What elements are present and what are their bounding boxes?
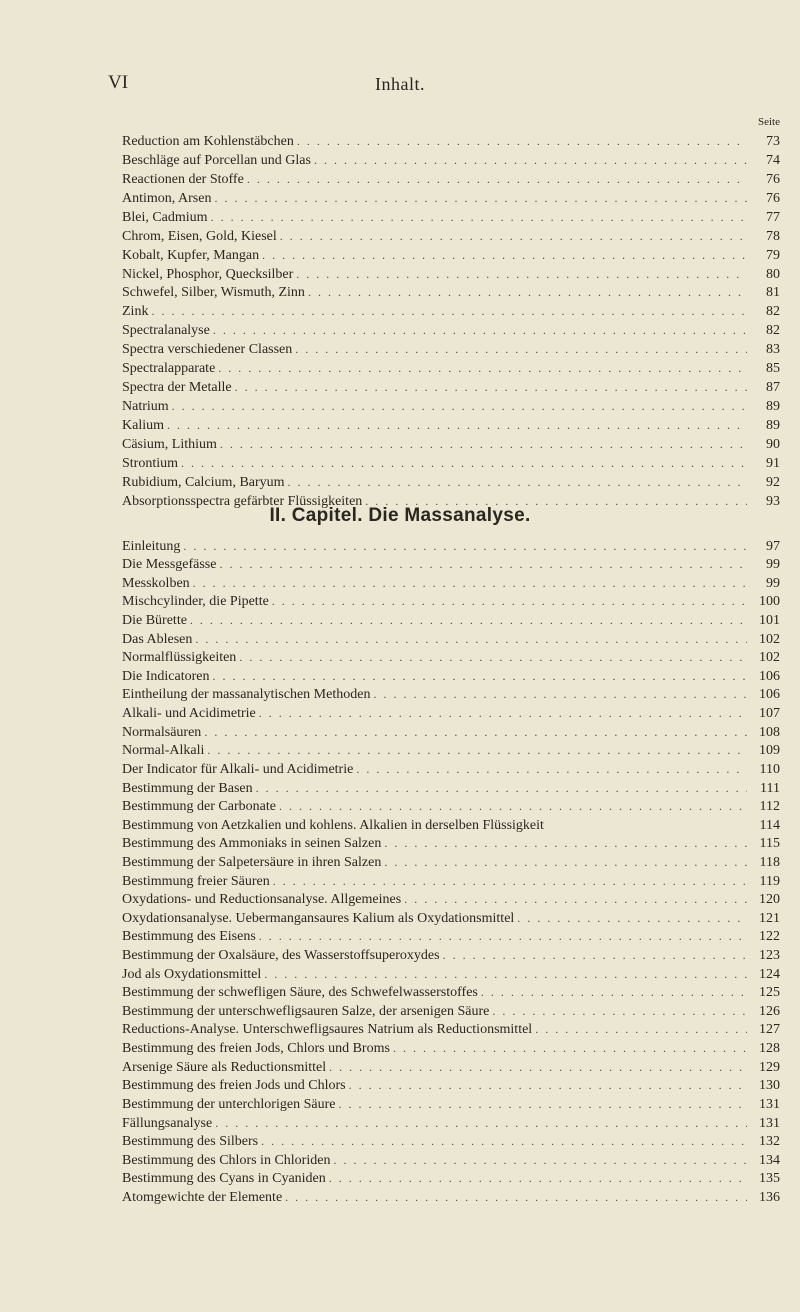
toc-entry [122,1000,780,1019]
toc-entry-title: Bestimmung der Oxalsäure, des Wasserstoffsuperoxydes [122,948,440,964]
toc-entry-page: 109 [759,743,780,759]
toc-entry-title: Mischcylinder, die Pipette [122,594,269,610]
toc-entry-page: 111 [760,780,780,796]
toc-entry [122,777,780,796]
toc-entry-title: Die Indicatoren [122,668,210,684]
toc-entry-title: Eintheilung der massanalytischen Methoden [122,687,371,703]
toc-entry-title: Reduction am Kohlenstäbchen [122,133,294,149]
toc-entry-title: Bestimmung des Ammoniaks in seinen Salzen [122,836,382,852]
toc-entry-title: Bestimmung von Aetzkalien und kohlens. Alkalien in derselben Flüssigkeit [122,817,544,833]
dot-leader [279,799,747,814]
toc-entry [122,471,780,490]
dot-leader [235,380,747,395]
toc-entry-title: Spectralanalyse [122,323,210,339]
toc-entry-page: 107 [759,706,780,722]
dot-leader [329,1060,747,1075]
toc-entry-title: Spectra verschiedener Classen [122,342,293,358]
toc-entry [122,944,780,963]
dot-leader [333,1153,747,1168]
toc-entry-title: Reactionen der Stoffe [122,171,244,187]
toc-entry-page: 90 [766,436,780,452]
toc-entry-page: 83 [766,342,780,358]
toc-entry-page: 110 [759,761,780,777]
toc-entry [122,1168,780,1187]
dot-leader [190,613,747,628]
toc-entry-page: 124 [759,966,780,982]
toc-entry-page: 106 [759,668,780,684]
dot-leader [218,361,747,376]
toc-entry-page: 102 [759,650,780,666]
dot-leader [308,285,747,300]
toc-entry-page: 101 [759,613,780,629]
toc-entry [122,282,780,301]
toc-entry-page: 135 [759,1171,780,1187]
toc-entry-page: 78 [766,228,780,244]
toc-entry-page: 112 [759,799,780,815]
toc-entry-title: Beschläge auf Porcellan und Glas [122,152,311,168]
toc-section-1 [122,130,780,509]
running-title: Inhalt. [375,74,425,94]
dot-leader [295,342,747,357]
toc-entry [122,907,780,926]
toc-entry [122,702,780,721]
toc-entry [122,554,780,573]
dot-leader [183,539,747,554]
toc-entry [122,684,780,703]
toc-entry [122,1075,780,1094]
toc-section-2 [122,535,780,1205]
toc-entry-title: Das Ablesen [122,631,193,647]
toc-entry-page: 91 [766,455,780,471]
toc-entry-page: 80 [766,266,780,282]
toc-entry-page: 118 [759,854,780,870]
toc-entry [122,963,780,982]
toc-entry-page: 73 [766,133,780,149]
dot-leader [239,650,747,665]
toc-entry [122,591,780,610]
toc-entry-title: Bestimmung der Basen [122,780,253,796]
dot-leader [280,229,747,244]
toc-entry [122,870,780,889]
toc-entry-title: Normal-Alkali [122,743,205,759]
dot-leader [262,248,747,263]
dot-leader [404,892,747,907]
dot-leader [373,687,747,702]
toc-entry-title: Cäsium, Lithium [122,436,217,452]
toc-entry-title: Absorptionsspectra gefärbter Flüssigkeiten [122,493,363,509]
toc-entry [122,376,780,395]
dot-leader [393,1041,747,1056]
toc-entry [122,665,780,684]
dot-leader [349,1078,747,1093]
toc-entry-page: 99 [766,575,780,591]
toc-entry-page: 125 [759,985,780,1001]
toc-entry-title: Die Bürette [122,613,187,629]
toc-entry [122,244,780,263]
toc-entry-title: Bestimmung der Salpetersäure in ihren Salzen [122,854,382,870]
toc-entry [122,889,780,908]
toc-entry-page: 132 [759,1134,780,1150]
toc-entry [122,206,780,225]
toc-entry-page: 102 [759,631,780,647]
toc-entry-title: Rubidium, Calcium, Baryum [122,474,285,490]
dot-leader [261,1134,747,1149]
toc-entry-title: Bestimmung der Carbonate [122,799,276,815]
dot-leader [213,323,747,338]
toc-entry [122,1037,780,1056]
toc-entry [122,796,780,815]
dot-leader [172,399,747,414]
toc-entry [122,628,780,647]
dot-leader [151,304,747,319]
dot-leader [214,191,747,206]
toc-entry [122,982,780,1001]
toc-entry [122,740,780,759]
toc-entry-page: 136 [759,1189,780,1205]
toc-entry [122,149,780,168]
toc-entry-page: 92 [766,474,780,490]
dot-leader [247,172,747,187]
toc-entry-title: Zink [122,304,149,320]
toc-entry-title: Die Messgefässe [122,557,217,573]
toc-entry-page: 115 [759,836,780,852]
page-header [80,72,720,102]
toc-entry [122,263,780,282]
toc-entry-page: 121 [759,910,780,926]
toc-entry-title: Nickel, Phosphor, Quecksilber [122,266,294,282]
toc-entry-title: Bestimmung des Silbers [122,1134,259,1150]
toc-entry [122,833,780,852]
toc-entry-title: Normalflüssigkeiten [122,650,237,666]
toc-entry [122,609,780,628]
dot-leader [492,1004,747,1019]
toc-entry-title: Antimon, Arsen [122,190,212,206]
toc-entry-title: Oxydationsanalyse. Uebermangansaures Kalium als Oxydationsmittel [122,910,515,926]
toc-entry-page: 89 [766,418,780,433]
toc-entry-page: 76 [766,190,780,206]
toc-entry-title: Spectra der Metalle [122,380,232,396]
toc-entry-page: 119 [759,873,780,889]
toc-entry [122,647,780,666]
dot-leader [288,475,747,490]
toc-entry [122,1093,780,1112]
toc-entry-title: Kalium [122,418,164,433]
toc-entry-page: 100 [759,594,780,610]
toc-entry-title: Reductions-Analyse. Unterschwefligsaures Natrium als Reductionsmittel [122,1022,533,1038]
toc-entry-page: 122 [759,929,780,945]
dot-leader [314,153,747,168]
dot-leader [517,911,747,926]
dot-leader [285,1190,747,1205]
toc-entry-page: 81 [766,285,780,301]
dot-leader [384,855,747,870]
toc-entry-title: Fällungsanalyse [122,1115,213,1131]
toc-entry [122,319,780,338]
toc-entry [122,168,780,187]
toc-entry-title: Bestimmung des Cyans in Cyaniden [122,1171,326,1187]
toc-entry-title: Arsenige Säure als Reductionsmittel [122,1059,327,1075]
page-number: VI [108,72,129,93]
toc-entry-page: 99 [766,557,780,573]
toc-entry-title: Der Indicator für Alkali- und Acidimetrie [122,761,354,777]
dot-leader [259,929,747,944]
dot-leader [219,557,747,572]
dot-leader [338,1097,747,1112]
toc-entry [122,572,780,591]
toc-entry [122,1019,780,1038]
dot-leader [204,725,747,740]
dot-leader [272,594,747,609]
toc-entry [122,1186,780,1205]
dot-leader [256,781,747,796]
toc-entry-title: Bestimmung der unterchlorigen Säure [122,1096,336,1112]
dot-leader [297,134,747,149]
toc-entry [122,535,780,554]
toc-entry-page: 134 [759,1152,780,1168]
toc-entry [122,338,780,357]
chapter-heading: II. Capitel. Die Massanalyse. [269,505,531,526]
toc-entry-page: 131 [759,1115,780,1131]
toc-entry-title: Schwefel, Silber, Wismuth, Zinn [122,285,305,301]
toc-entry-title: Kobalt, Kupfer, Mangan [122,247,260,263]
toc-entry [122,357,780,376]
toc-entry-title: Blei, Cadmium [122,209,208,225]
toc-entry [122,452,780,471]
toc-entry [122,1149,780,1168]
dot-leader [259,706,747,721]
toc-entry [122,225,780,244]
toc-entry-page: 130 [759,1078,780,1094]
toc-entry [122,433,780,452]
toc-entry [122,414,780,433]
toc-entry [122,851,780,870]
dot-leader [273,874,747,889]
toc-entry-title: Einleitung [122,538,181,554]
toc-entry-title: Jod als Oxydationsmittel [122,966,262,982]
dot-leader [329,1171,747,1186]
toc-entry-page: 126 [759,1003,780,1019]
toc-entry-page: 97 [766,538,780,554]
toc-entry-page: 85 [766,361,780,377]
toc-entry-page: 82 [766,304,780,320]
toc-entry-page: 108 [759,724,780,740]
toc-entry-page: 129 [759,1059,780,1075]
seite-label: Seite [758,116,780,128]
toc-entry-title: Oxydations- und Reductionsanalyse. Allgemeines [122,892,402,908]
dot-leader [207,743,747,758]
toc-entry-title: Normalsäuren [122,724,202,740]
dot-leader [193,576,747,591]
toc-entry-title: Bestimmung des Chlors in Chloriden [122,1152,331,1168]
toc-entry-page: 76 [766,171,780,187]
dot-leader [384,836,747,851]
dot-leader [535,1022,747,1037]
toc-entry-title: Bestimmung freier Säuren [122,873,270,889]
toc-entry [122,758,780,777]
dot-leader [296,267,747,282]
dot-leader [167,418,747,433]
toc-entry [122,187,780,206]
toc-entry [122,395,780,414]
dot-leader [211,210,747,225]
toc-entry-page: 127 [759,1022,780,1038]
toc-entry-title: Natrium [122,399,169,415]
toc-entry-title: Chrom, Eisen, Gold, Kiesel [122,228,277,244]
toc-entry-page: 93 [766,493,780,509]
toc-entry-page: 128 [759,1041,780,1057]
dot-leader [212,669,747,684]
dot-leader [443,948,747,963]
toc-entry-page: 77 [766,209,780,225]
toc-entry [122,814,780,833]
toc-entry-title: Strontium [122,455,179,471]
toc-entry-page: 89 [766,399,780,415]
toc-entry-page: 87 [766,380,780,396]
toc-entry [122,300,780,319]
dot-leader [195,632,747,647]
toc-entry-title: Bestimmung der schwefligen Säure, des Schwefelwasserstoffes [122,985,478,1001]
toc-entry-title: Bestimmung des Eisens [122,929,256,945]
toc-entry-page: 120 [759,892,780,908]
toc-entry-page: 123 [759,948,780,964]
toc-entry-title: Bestimmung der unterschwefligsauren Salze, der arsenigen Säure [122,1003,490,1019]
toc-entry-title: Messkolben [122,575,190,591]
toc-entry [122,1056,780,1075]
toc-entry [122,926,780,945]
toc-entry-title: Atomgewichte der Elemente [122,1189,283,1205]
dot-leader [481,985,747,1000]
toc-entry-title: Spectralapparate [122,361,216,377]
toc-entry-page: 106 [759,687,780,703]
dot-leader [356,762,747,777]
toc-entry-page: 74 [766,152,780,168]
toc-entry-page: 131 [759,1096,780,1112]
toc-entry [122,721,780,740]
dot-leader [264,967,747,982]
toc-entry [122,1131,780,1150]
toc-entry-title: Alkali- und Acidimetrie [122,706,256,722]
dot-leader [220,437,747,452]
toc-entry [122,130,780,149]
dot-leader [181,456,747,471]
toc-entry-title: Bestimmung des freien Jods und Chlors [122,1078,346,1094]
toc-entry-page: 114 [759,817,780,833]
toc-entry-page: 82 [766,323,780,339]
toc-entry [122,1112,780,1131]
toc-entry-page: 79 [766,247,780,263]
dot-leader [215,1116,747,1131]
toc-entry-title: Bestimmung des freien Jods, Chlors und Broms [122,1041,390,1057]
